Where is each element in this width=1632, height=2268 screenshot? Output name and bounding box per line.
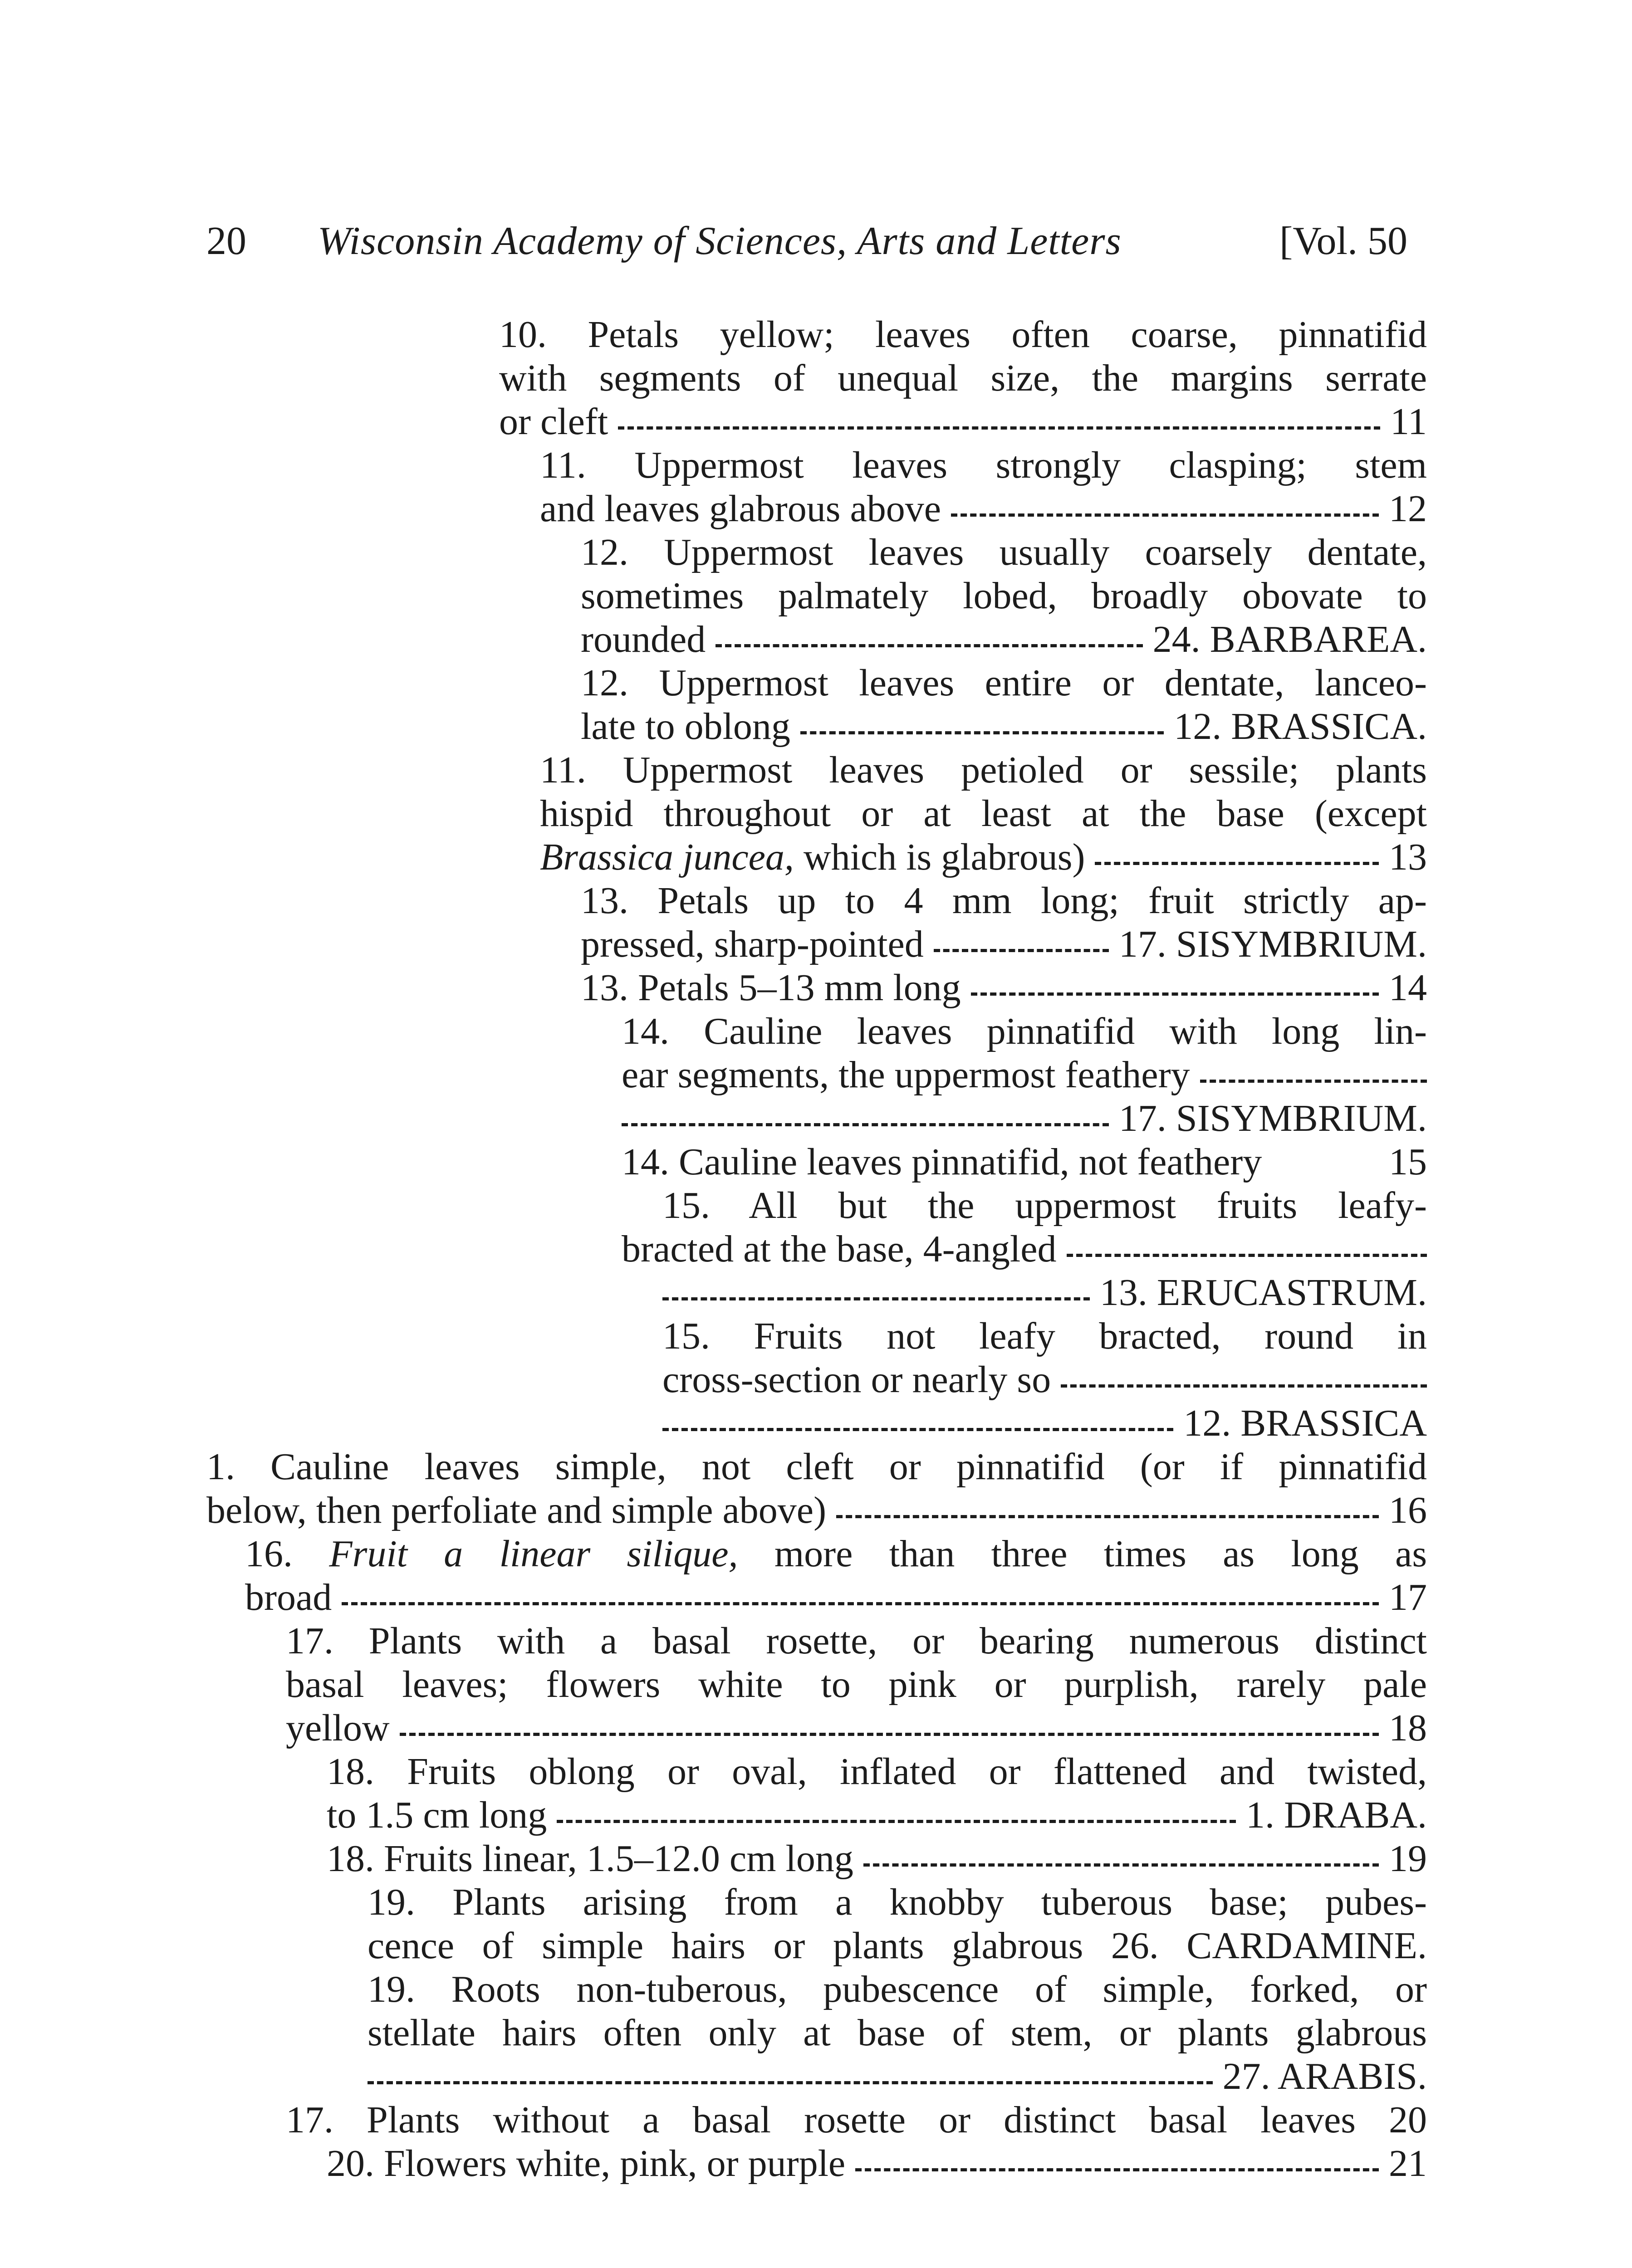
key-lead: broad	[245, 1576, 332, 1618]
key-line: 19. Plants arising from a knobby tuberous base; pubes-	[368, 1881, 1427, 1923]
key-target: 1. DRABA.	[1245, 1794, 1427, 1836]
key-line-last	[327, 1794, 1427, 1837]
key-entry-15a	[622, 1184, 1427, 1315]
key-target: 17	[1389, 1576, 1427, 1618]
leader-dots	[716, 644, 1142, 647]
leader-dots	[1061, 1384, 1427, 1388]
key-lead: pressed, sharp-pointed	[581, 923, 924, 965]
key-line-last	[327, 2142, 1427, 2185]
key-line: 12. Uppermost leaves usually coarsely dentate,	[581, 531, 1427, 573]
leader-dots	[662, 1428, 1173, 1431]
key-entry-12a	[581, 531, 1427, 661]
key-line-last	[581, 966, 1427, 1010]
key-entry-17b	[286, 2098, 1427, 2142]
leader-dots	[557, 1820, 1236, 1823]
key-entry-13a	[581, 879, 1427, 966]
key-target: 12	[1389, 488, 1427, 530]
key-line	[245, 1532, 1427, 1576]
key-line-last	[622, 1053, 1427, 1097]
key-line-text	[245, 1532, 1427, 1576]
leader-dots	[1067, 1254, 1427, 1257]
key-target: 21	[1389, 2142, 1427, 2185]
key-target: 16	[1389, 1489, 1427, 1531]
page-number: 20	[206, 219, 246, 263]
key-lead: 13. Petals 5–13 mm long	[581, 967, 961, 1009]
key-entry-1	[206, 1445, 1427, 1532]
key-line-rest: more than three times as long as	[774, 1533, 1427, 1575]
key-line-last	[622, 1140, 1427, 1184]
key-line: 13. Petals up to 4 mm long; fruit strictly ap-	[581, 880, 1427, 922]
key-entry-11a	[540, 444, 1427, 531]
key-line: 14. Cauline leaves pinnatifid with long lin-	[622, 1010, 1427, 1052]
key-lead: late to oblong	[581, 705, 790, 748]
key-line: 10. Petals yellow; leaves often coarse, pinnatifid	[499, 313, 1427, 356]
key-line: 11. Uppermost leaves petioled or sessile; plants	[540, 749, 1427, 791]
key-line-last	[540, 487, 1427, 531]
key-lead: ear segments, the uppermost feathery	[622, 1054, 1190, 1096]
key-entry-15b	[662, 1315, 1427, 1445]
key-line-last	[206, 1489, 1427, 1532]
key-line-continuation	[622, 1097, 1427, 1140]
running-title: Wisconsin Academy of Sciences, Arts and Letters	[318, 219, 1122, 263]
key-line: with segments of unequal size, the margins serrate	[499, 357, 1427, 399]
key-target: 15	[1389, 1141, 1427, 1183]
leader-dots	[800, 731, 1164, 734]
leader-dots	[951, 513, 1379, 517]
key-lead: 20. Flowers white, pink, or purple	[327, 2142, 846, 2185]
key-lead	[540, 836, 1085, 879]
key-line-last	[581, 705, 1427, 748]
key-entry-19a	[368, 1881, 1427, 1968]
key-character: Fruit a linear silique,	[329, 1533, 738, 1575]
key-entry-14a	[622, 1010, 1427, 1140]
key-line: 12. Uppermost leaves entire or dentate, lanceo-	[581, 662, 1427, 704]
key-target: 17. SISYMBRIUM.	[1118, 1097, 1427, 1139]
key-line: basal leaves; flowers white to pink or purplish, rarely pale	[286, 1663, 1427, 1706]
key-line-last	[286, 1706, 1427, 1750]
key-target: 18	[1389, 1707, 1427, 1749]
key-line: 18. Fruits oblong or oval, inflated or flattened and twisted,	[327, 1750, 1427, 1793]
key-target: 24. BARBAREA.	[1152, 618, 1427, 660]
key-entry-19b	[368, 1968, 1427, 2098]
key-lead: to 1.5 cm long	[327, 1794, 547, 1836]
key-line: hispid throughout or at least at the base (except	[540, 792, 1427, 835]
key-line-last	[540, 836, 1427, 879]
key-line-last	[662, 1358, 1427, 1402]
key-target: 19	[1389, 1838, 1427, 1880]
page-header	[0, 0, 1632, 272]
leader-dots	[934, 949, 1109, 952]
key-line: 11. Uppermost leaves strongly clasping; stem	[540, 444, 1427, 486]
key-line: 17. Plants without a basal rosette or distinct basal leaves 20	[286, 2099, 1427, 2141]
key-lead: rounded	[581, 618, 706, 660]
key-lead: below, then perfoliate and simple above)	[206, 1489, 827, 1531]
key-line-continuation	[662, 1402, 1427, 1445]
leader-dots	[662, 1297, 1090, 1300]
key-line: sometimes palmately lobed, broadly obovate to	[581, 575, 1427, 617]
key-entry-17a	[286, 1619, 1427, 1750]
key-lead: and leaves glabrous above	[540, 488, 941, 530]
key-target: 12. BRASSICA.	[1174, 705, 1427, 748]
key-line: stellate hairs often only at base of stem, or plants glabrous	[368, 2012, 1427, 2054]
key-entry-10	[499, 313, 1427, 444]
key-line-last	[368, 2055, 1427, 2098]
key-line-continuation	[622, 1271, 1427, 1315]
key-line-last	[622, 1227, 1427, 1271]
key-line: 15. Fruits not leafy bracted, round in	[662, 1315, 1427, 1357]
leader-dots	[836, 1515, 1379, 1518]
key-lead-rest: which is glabrous)	[794, 836, 1085, 878]
key-line: 15. All but the uppermost fruits leafy-	[662, 1184, 1427, 1227]
key-line-last	[581, 923, 1427, 966]
key-line-last	[245, 1576, 1427, 1619]
key-entry-12b	[581, 661, 1427, 748]
leader-dots	[368, 2081, 1213, 2084]
key-entry-16	[245, 1532, 1427, 1619]
volume-label: [Vol. 50	[1279, 219, 1407, 263]
leader-dots	[855, 2168, 1379, 2171]
leader-dots	[971, 992, 1379, 996]
leader-dots	[400, 1733, 1379, 1736]
key-line-last	[581, 618, 1427, 661]
leader-dots	[622, 1123, 1109, 1126]
key-entry-13b	[581, 966, 1427, 1010]
key-lead: or cleft	[499, 401, 608, 443]
key-entry-18a	[327, 1750, 1427, 1837]
leader-dots	[863, 1863, 1379, 1867]
key-target: 14	[1389, 967, 1427, 1009]
leader-dots	[342, 1602, 1379, 1605]
key-target: 17. SISYMBRIUM.	[1118, 923, 1427, 965]
taxon-name: Brassica juncea,	[540, 836, 794, 878]
key-target: 12. BRASSICA	[1183, 1402, 1427, 1444]
key-target: 27. ARABIS.	[1222, 2055, 1427, 2097]
key-entry-20	[327, 2142, 1427, 2185]
key-line: 17. Plants with a basal rosette, or bearing numerous distinct	[286, 1620, 1427, 1662]
key-line-last	[499, 400, 1427, 444]
key-number: 16.	[245, 1533, 293, 1575]
key-lead: bracted at the base, 4-angled	[622, 1228, 1057, 1270]
key-entry-14b	[622, 1140, 1427, 1184]
leader-dots	[618, 426, 1380, 430]
key-target: 13. ERUCASTRUM.	[1099, 1271, 1427, 1314]
leader-dots	[1200, 1080, 1427, 1083]
key-line-last	[327, 1837, 1427, 1881]
key-target: 13	[1389, 836, 1427, 878]
key-lead: 14. Cauline leaves pinnatifid, not feathery	[622, 1141, 1262, 1183]
key-lead: 18. Fruits linear, 1.5–12.0 cm long	[327, 1838, 853, 1880]
key-lead: cross-section or nearly so	[662, 1359, 1051, 1401]
key-lead: yellow	[286, 1707, 390, 1749]
key-line: 1. Cauline leaves simple, not cleft or pinnatifid (or if pinnatifid	[206, 1446, 1427, 1488]
key-line: 19. Roots non-tuberous, pubescence of simple, forked, or	[368, 1968, 1427, 2010]
key-entry-11b	[540, 748, 1427, 879]
key-target: 11	[1390, 401, 1427, 443]
key-line: cence of simple hairs or plants glabrous 26. CARDAMINE.	[368, 1925, 1427, 1967]
key-entry-18b	[327, 1837, 1427, 1881]
leader-dots	[1095, 862, 1379, 865]
